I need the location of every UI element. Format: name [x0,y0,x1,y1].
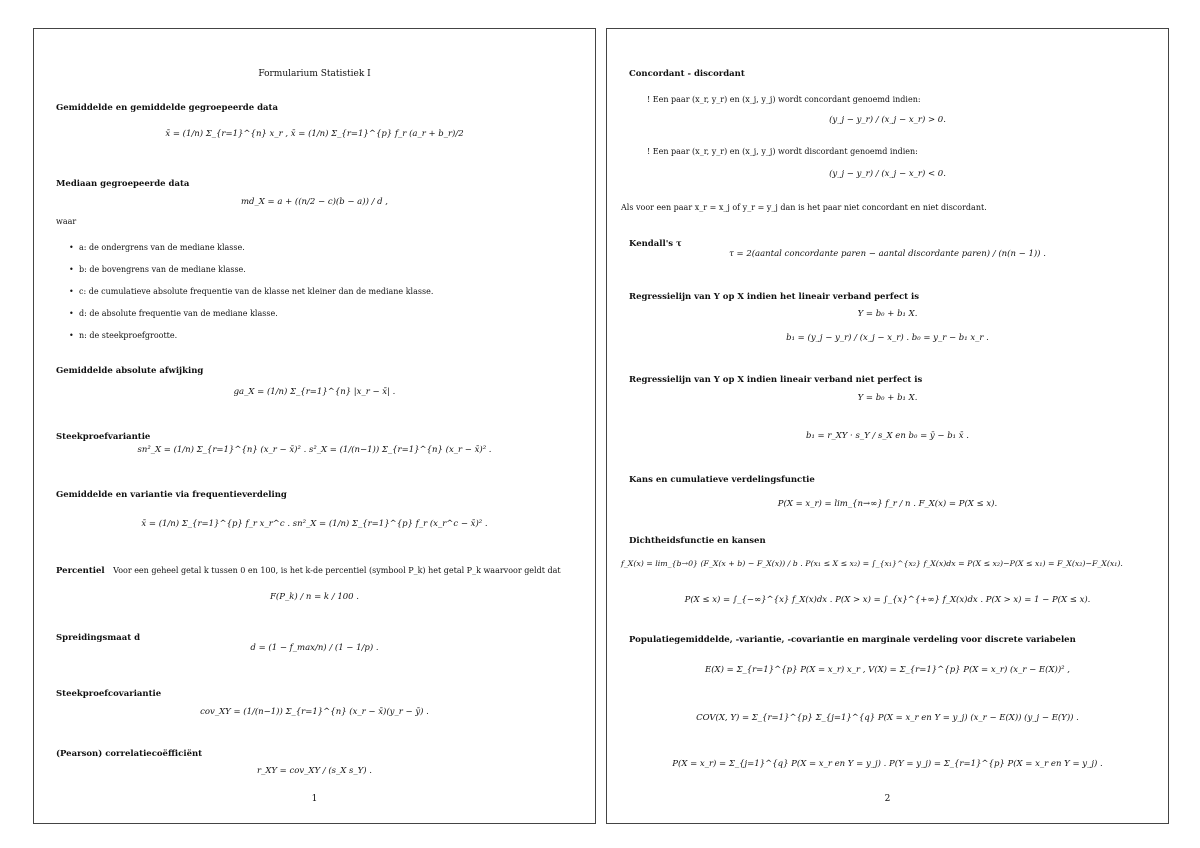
formula-regression-perfect-2: b₁ = (y_j − y_r) / (x_j − x_r) . b₀ = y_r − b₁ x_r . [786,333,989,343]
section-heading-concordant: Concordant - discordant [629,69,745,79]
section-heading-regression-perfect: Regressielijn van Y op X indien het lineair verband perfect is [629,292,920,302]
formula-regression-imperfect-1: Y = b₀ + b₁ X. [857,393,918,403]
formula-spread: d = (1 − f_max/n) / (1 − 1/p) . [250,643,379,653]
list-item: • n: de steekproefgrootte. [79,331,177,340]
section-heading-density: Dichtheidsfunctie en kansen [629,536,766,546]
section-heading-kendall: Kendall's τ [629,239,682,249]
section-heading-regression-imperfect: Regressielijn van Y op X indien lineair verband niet perfect is [629,375,923,385]
concordant-definition: ! Een paar (x_r, y_r) en (x_j, y_j) wordt concordant genoemd indien: [647,95,921,104]
formula-population-3: P(X = x_r) = Σ_{j=1}^{q} P(X = x_r en Y = y_j) . P(Y = y_j) = Σ_{r=1}^{p} P(X = x_r en Y = y_j) . [672,759,1103,769]
formula-median: md_X = a + ((n/2 − c)(b − a)) / d , [241,197,388,207]
section-heading-cdf: Kans en cumulatieve verdelingsfunctie [629,475,815,485]
list-item: • a: de ondergrens van de mediane klasse. [79,243,245,252]
section-heading-mad: Gemiddelde absolute afwijking [56,366,204,376]
formula-variance: sn²_X = (1/n) Σ_{r=1}^{n} (x_r − x̄)² . s²_X = (1/(n−1)) Σ_{r=1}^{n} (x_r − x̄)² . [137,445,492,455]
section-heading-population: Populatiegemiddelde, -variantie, -covariantie en marginale verdeling voor discrete variabelen [629,635,1076,645]
formula-population-2: COV(X, Y) = Σ_{r=1}^{p} Σ_{j=1}^{q} P(X = x_r en Y = y_j) (x_r − E(X)) (y_j − E(Y)) . [696,713,1079,723]
concordant-note: Als voor een paar x_r = x_j of y_r = y_j dan is het paar niet concordant en niet discordant. [621,203,987,212]
formula-kendall: τ = 2(aantal concordante paren − aantal discordante paren) / (n(n − 1)) . [729,249,1046,259]
section-heading-variance: Steekproefvariantie [56,432,151,442]
discordant-definition: ! Een paar (x_r, y_r) en (x_j, y_j) wordt discordant genoemd indien: [647,147,918,156]
section-heading-freq-variance: Gemiddelde en variantie via frequentieverdeling [56,490,287,500]
formula-correlation: r_XY = cov_XY / (s_X s_Y) . [257,766,372,776]
document-title: Formularium Statistiek I [258,69,371,79]
formula-freq-variance: x̄ = (1/n) Σ_{r=1}^{p} f_r x_r^c . sn²_X = (1/n) Σ_{r=1}^{p} f_r (x_r^c − x̄)² . [141,519,488,529]
list-item: • c: de cumulatieve absolute frequentie van de klasse net kleiner dan de mediane klasse. [79,287,433,296]
formula-concordant: (y_j − y_r) / (x_j − x_r) > 0. [829,115,946,125]
formula-mean: x̄ = (1/n) Σ_{r=1}^{n} x_r , x̄ = (1/n) Σ_{r=1}^{p} f_r (a_r + b_r)/2 [165,129,464,139]
list-item: • b: de bovengrens van de mediane klasse. [79,265,246,274]
formula-cdf: P(X = x_r) = lim_{n→∞} f_r / n . F_X(x) = P(X ≤ x). [777,499,998,509]
document-page-1 [33,28,596,824]
formula-population-1: E(X) = Σ_{r=1}^{p} P(X = x_r) x_r , V(X) = Σ_{r=1}^{p} P(X = x_r) (x_r − E(X))² , [705,665,1070,675]
formula-density-1: f_X(x) = lim_{b→0} (F_X(x + b) − F_X(x)) / b . P(x₁ ≤ X ≤ x₂) = ∫_{x₁}^{x₂} f_X(x)dx = P(X ≤ x₂)−P(X ≤ x₁) = F_X(x₂)−F_X(x₁). [621,559,1123,568]
section-heading-median: Mediaan gegroepeerde data [56,179,190,189]
document-page-2 [606,28,1169,824]
formula-regression-perfect-1: Y = b₀ + b₁ X. [857,309,918,319]
section-heading-covariance: Steekproefcovariantie [56,689,162,699]
formula-covariance: cov_XY = (1/(n−1)) Σ_{r=1}^{n} (x_r − x̄)(y_r − ȳ) . [200,707,429,717]
percentile-paragraph [56,566,561,576]
section-heading-percentile: Percentiel [56,566,105,576]
section-heading-spread: Spreidingsmaat d [56,633,141,643]
formula-percentile: F(P_k) / n = k / 100 . [270,592,359,602]
formula-mad: ga_X = (1/n) Σ_{r=1}^{n} |x_r − x̄| . [233,387,396,397]
formula-discordant: (y_j − y_r) / (x_j − x_r) < 0. [829,169,946,179]
page-number: 2 [884,794,891,804]
section-heading-mean: Gemiddelde en gemiddelde gegroepeerde data [56,103,278,113]
list-item: • d: de absolute frequentie van de mediane klasse. [79,309,278,318]
median-waar: waar [56,217,77,226]
formula-regression-imperfect-2: b₁ = r_XY · s_Y / s_X en b₀ = ȳ − b₁ x̄ . [806,431,969,441]
page-number: 1 [311,794,318,804]
section-heading-correlation: (Pearson) correlatiecoëfficiënt [56,749,203,759]
percentile-text: Voor een geheel getal k tussen 0 en 100, is het k-de percentiel (symbool P_k) het getal P_k waarvoor geldt dat [113,566,561,575]
formula-density-2: P(X ≤ x) = ∫_{−∞}^{x} f_X(x)dx . P(X > x) = ∫_{x}^{+∞} f_X(x)dx . P(X > x) = 1 − P(X ≤ x). [684,595,1091,605]
